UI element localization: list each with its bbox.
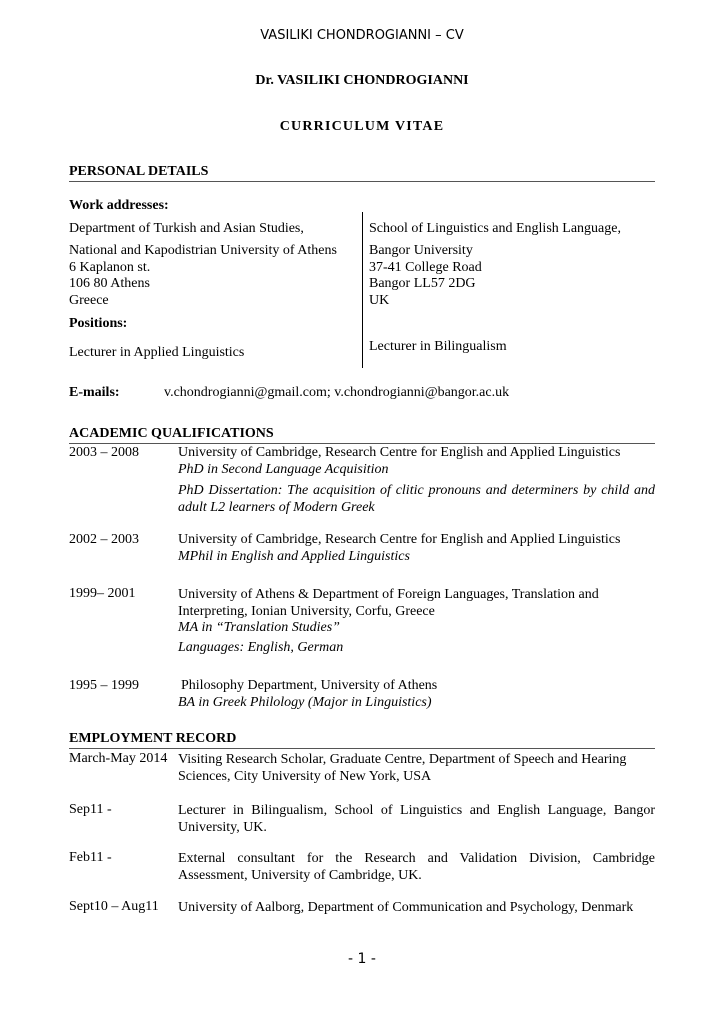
right-address-line: Bangor LL57 2DG [369, 276, 476, 291]
cv-name-title: Dr. VASILIKI CHONDROGIANNI [255, 73, 469, 88]
qualification-institution: University of Cambridge, Research Centre for English and Applied Linguistics [178, 532, 621, 547]
qualification-date: 2002 – 2003 [69, 532, 139, 547]
left-address-line: 106 80 Athens [69, 276, 150, 291]
left-address-line: Greece [69, 293, 109, 308]
employment-date: Sept10 – Aug11 [69, 899, 159, 914]
qualification-date: 1995 – 1999 [69, 678, 139, 693]
right-address-line: UK [369, 293, 390, 308]
qualification-date: 2003 – 2008 [69, 445, 139, 460]
employment-record-heading: EMPLOYMENT RECORD [69, 731, 237, 746]
right-address-line: Bangor University [369, 243, 473, 258]
employment-description: External consultant for the Research and Validation Division, Cambridge Assessment, University of Cambridge, UK. [178, 851, 655, 883]
qualification-degree: MA in “Translation Studies” [178, 620, 340, 635]
left-address-line: Department of Turkish and Asian Studies, [69, 221, 304, 236]
work-addresses-label: Work addresses: [69, 198, 169, 213]
positions-label: Positions: [69, 316, 128, 331]
section-rule [69, 443, 655, 444]
dissertation-label: PhD Dissertation [178, 483, 278, 498]
qualification-degree: BA in Greek Philology (Major in Linguistics) [178, 695, 432, 710]
section-rule [69, 748, 655, 749]
dissertation-title: : The acquisition of clitic pronouns and determiners by child and adult L2 learners of Modern Greek [178, 483, 656, 515]
dissertation-entry [178, 482, 655, 516]
personal-details-heading: PERSONAL DETAILS [69, 164, 209, 179]
right-position: Lecturer in Bilingualism [369, 339, 507, 354]
running-header: VASILIKI CHONDROGIANNI – CV [260, 28, 464, 43]
qualification-institution: University of Cambridge, Research Centre for English and Applied Linguistics [178, 445, 621, 460]
qualification-degree: MPhil in English and Applied Linguistics [178, 549, 410, 564]
document-type-title: CURRICULUM VITAE [279, 119, 445, 134]
right-address-line: 37-41 College Road [369, 260, 482, 275]
left-position: Lecturer in Applied Linguistics [69, 345, 245, 360]
employment-date: Sep11 - [69, 802, 112, 817]
left-address-line: 6 Kaplanon st. [69, 260, 151, 275]
qualification-institution: Philosophy Department, University of Athens [181, 678, 438, 693]
academic-qualifications-heading: ACADEMIC QUALIFICATIONS [69, 426, 274, 441]
qualification-degree: PhD in Second Language Acquisition [178, 462, 389, 477]
qualification-institution: University of Athens & Department of Foreign Languages, Translation and Interpreting, Ionian University, Corfu, Greece [178, 587, 599, 619]
employment-description: University of Aalborg, Department of Communication and Psychology, Denmark [178, 900, 634, 915]
employment-description: Lecturer in Bilingualism, School of Linguistics and English Language, Bangor University, UK. [178, 803, 655, 835]
employment-date: March-May 2014 [69, 751, 168, 766]
emails-value[interactable]: v.chondrogianni@gmail.com; v.chondrogianni@bangor.ac.uk [164, 385, 510, 400]
page-number: - 1 - [348, 951, 376, 967]
qualification-date: 1999– 2001 [69, 586, 136, 601]
employment-description: Visiting Research Scholar, Graduate Centre, Department of Speech and Hearing Sciences, City University of New York, USA [178, 752, 627, 784]
employment-date: Feb11 - [69, 850, 112, 865]
section-rule [69, 181, 655, 182]
right-address-line: School of Linguistics and English Language, [369, 221, 621, 236]
emails-label: E-mails: [69, 385, 120, 400]
left-address-line: National and Kapodistrian University of Athens [69, 243, 337, 258]
qualification-languages: Languages: English, German [178, 640, 344, 655]
column-divider [362, 212, 363, 368]
